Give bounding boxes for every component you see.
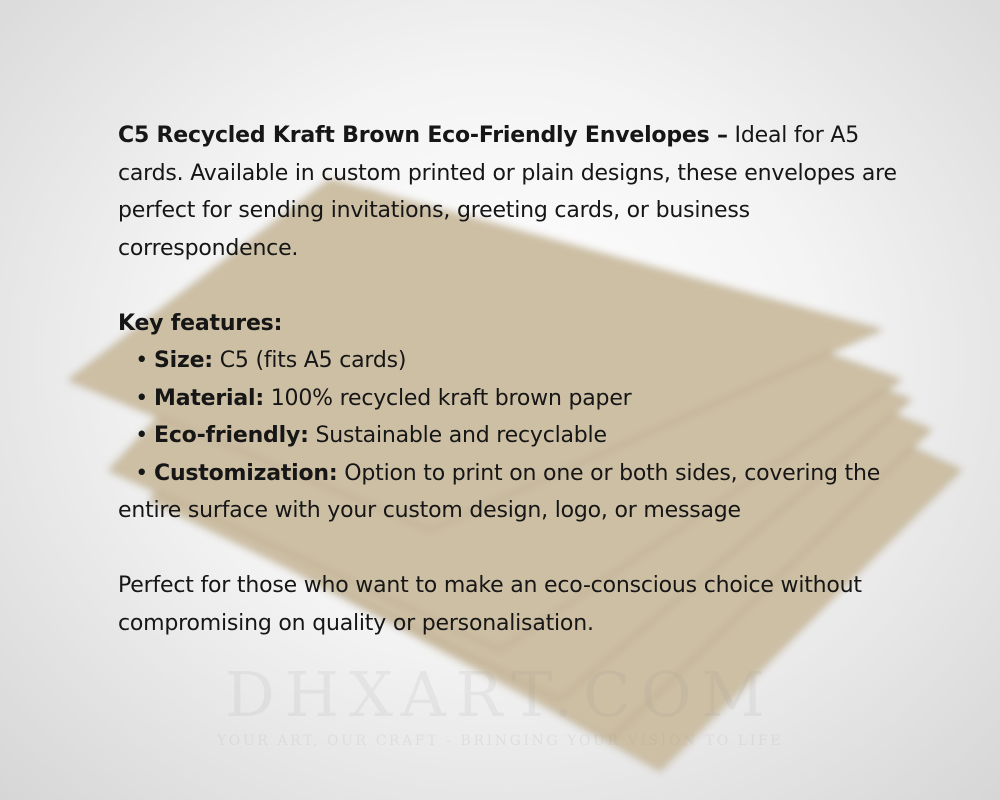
bullet-icon: • xyxy=(135,348,148,373)
intro-paragraph xyxy=(118,117,898,267)
bullet-icon: • xyxy=(135,385,148,411)
feature-material xyxy=(118,380,898,418)
feature-label: Eco-friendly: xyxy=(154,423,309,448)
feature-eco-friendly xyxy=(118,417,898,455)
feature-customization xyxy=(118,455,898,530)
spacer xyxy=(118,267,898,305)
feature-text: Sustainable and recyclable xyxy=(308,423,607,448)
feature-text: Option to print on one or both sides, covering the entire surface with your custom design, logo, or message xyxy=(118,460,881,523)
features-heading: Key features: xyxy=(118,310,283,336)
feature-size xyxy=(118,342,898,380)
feature-text: C5 (fits A5 cards) xyxy=(212,348,407,373)
product-title: C5 Recycled Kraft Brown Eco-Friendly Envelopes – xyxy=(118,123,728,148)
feature-label: Customization: xyxy=(154,460,338,486)
intro-text: Ideal for A5 cards. Available in custom printed or plain designs, these envelopes are perfect for sending invitations, greeting cards, or business correspondence. xyxy=(118,123,897,261)
feature-label: Material: xyxy=(154,385,264,411)
bullet-icon: • xyxy=(135,460,148,486)
feature-label: Size: xyxy=(154,348,213,373)
closing-paragraph: Perfect for those who want to make an eco-conscious choice without compromising on quality or personalisation. xyxy=(118,573,862,636)
product-description xyxy=(118,117,898,642)
watermark-tagline: YOUR ART, OUR CRAFT - BRINGING YOUR VISION TO LIFE xyxy=(216,733,784,749)
feature-text: 100% recycled kraft brown paper xyxy=(263,385,632,411)
watermark-brand: DHXART.COM xyxy=(225,658,775,731)
bullet-icon: • xyxy=(135,423,148,448)
features-list xyxy=(118,342,898,530)
spacer xyxy=(118,530,898,568)
